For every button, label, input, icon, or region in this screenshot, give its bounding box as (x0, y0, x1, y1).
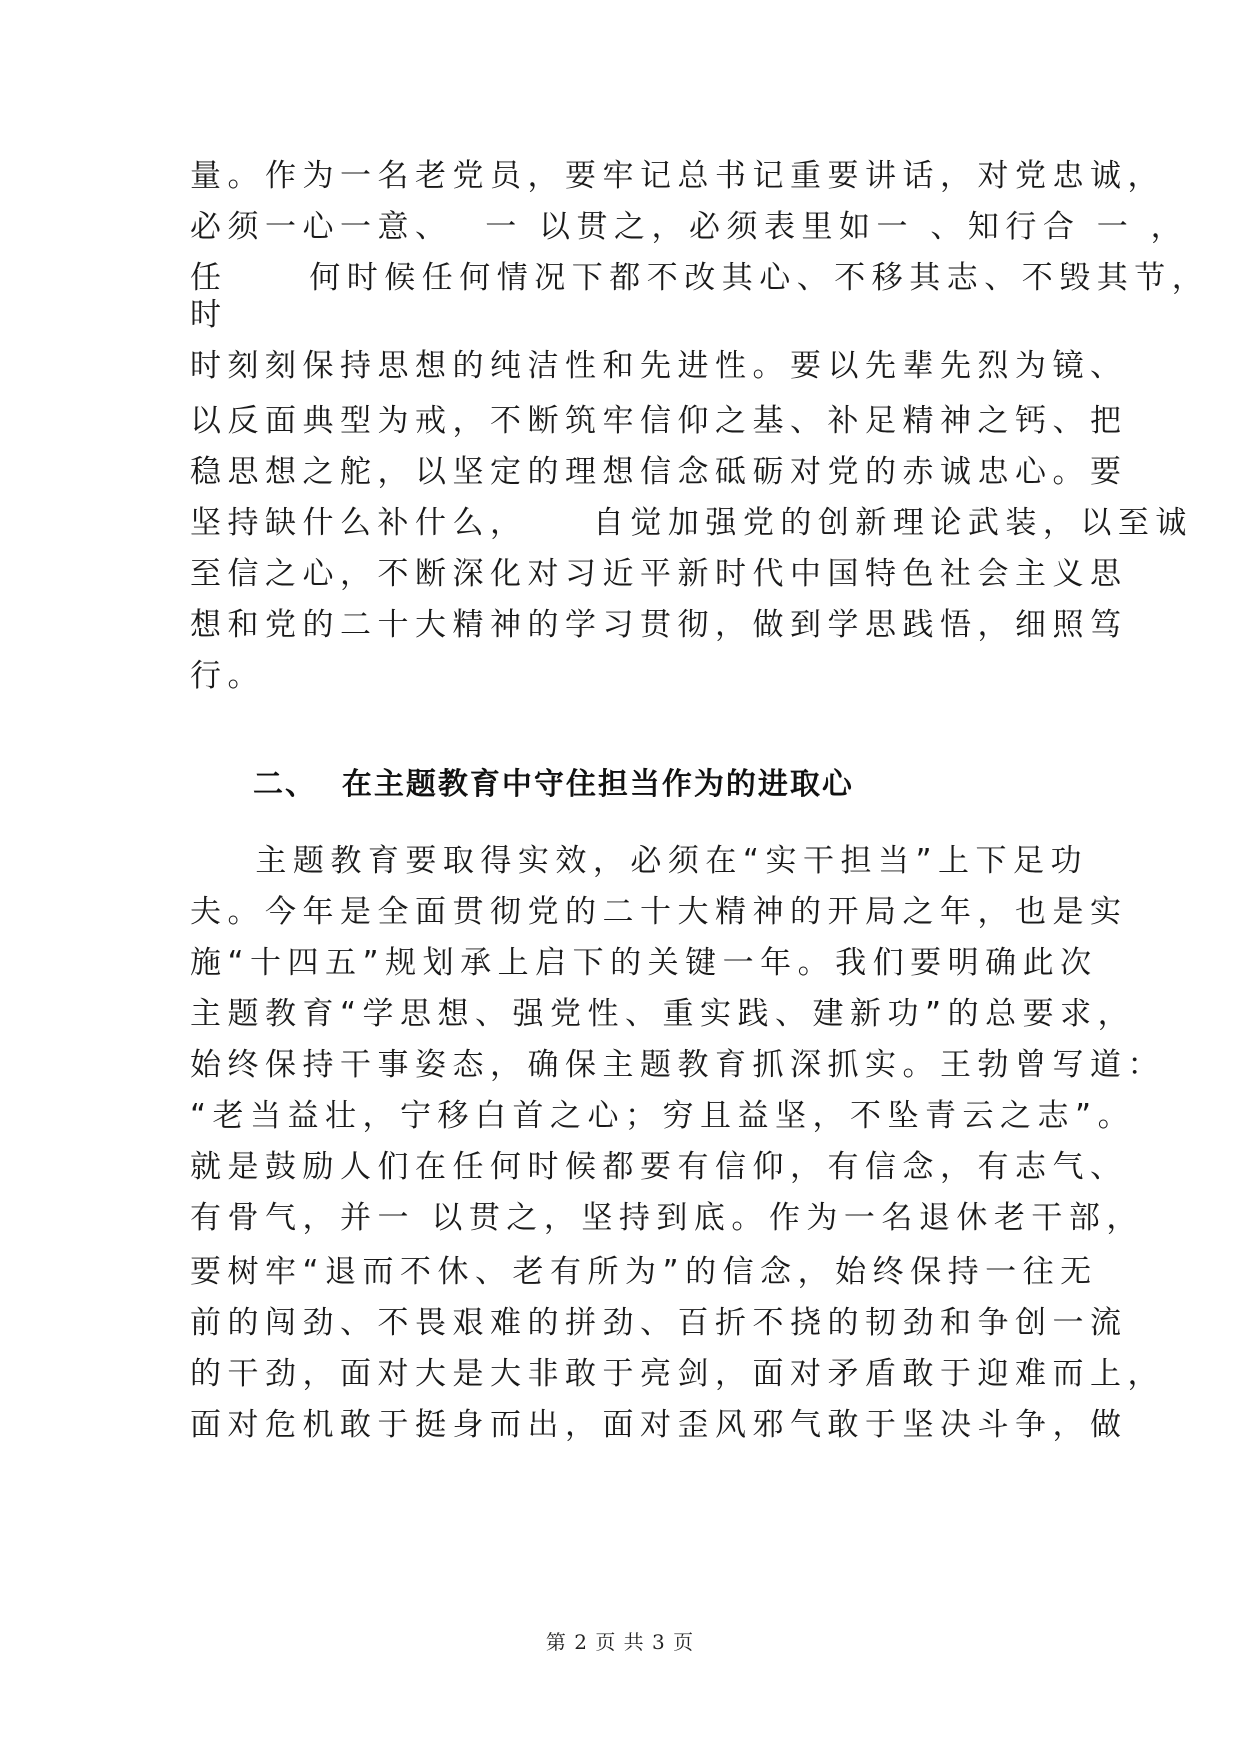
paragraph-one-line-2: 必须一心一意、 一 以贯之，必须表里如一 、知行合 一 ， (190, 209, 1189, 245)
paragraph-one-line-1: 量。作为一名老党员，要牢记总书记重要讲话，对党忠诚， (190, 158, 1165, 194)
paragraph-one-line-9: 至信之心，不断深化对习近平新时代中国特色社会主义思 (190, 556, 1128, 592)
section-two-line-7: 就是鼓励人们在任何时候都要有信仰，有信念，有志气、 (190, 1149, 1128, 1185)
section-two-line-8: 有骨气，并一 以贯之，坚持到底。作为一名退休老干部， (190, 1200, 1144, 1236)
section-two-line-10: 前的闯劲、不畏艰难的拼劲、百折不挠的韧劲和争创一流 (190, 1305, 1128, 1341)
section-two-line-9: 要树牢“退而不休、老有所为”的信念，始终保持一往无 (190, 1254, 1098, 1290)
section-two-heading: 二、 在主题教育中守住担当作为的进取心 (253, 767, 854, 802)
paragraph-one-line-10: 想和党的二十大精神的学习贯彻，做到学思践悟，细照笃 (190, 607, 1128, 643)
section-two-line-3: 施“十四五”规划承上启下的关键一年。我们要明确此次 (190, 945, 1098, 981)
paragraph-one-line-5: 时刻刻保持思想的纯洁性和先进性。要以先辈先烈为镜、 (190, 348, 1128, 384)
page-number-footer: 第 2 页 共 3 页 (545, 1630, 695, 1654)
paragraph-one-line-3: 任 何时候任何情况下都不改其心、不移其志、不毁其节， (190, 260, 1210, 296)
section-two-line-2: 夫。今年是全面贯彻党的二十大精神的开局之年，也是实 (190, 894, 1128, 930)
section-two-line-1: 主题教育要取得实效，必须在“实干担当”上下足功 (190, 843, 1089, 879)
paragraph-one-line-8: 坚持缺什么补什么， 自觉加强党的创新理论武装，以至诚 (190, 505, 1193, 541)
section-two-line-6: “老当益壮，宁移白首之心；穷且益坚，不坠青云之志”。 (190, 1098, 1136, 1134)
paragraph-one-line-7: 稳思想之舵，以坚定的理想信念砥砺对党的赤诚忠心。要 (190, 454, 1128, 490)
section-two-line-12: 面对危机敢于挺身而出，面对歪风邪气敢于坚决斗争，做 (190, 1407, 1128, 1443)
paragraph-one-line-6: 以反面典型为戒，不断筑牢信仰之基、补足精神之钙、把 (190, 403, 1128, 439)
paragraph-one-line-11: 行。 (190, 658, 265, 694)
section-two-line-5: 始终保持干事姿态，确保主题教育抓深抓实。王勃曾写道： (190, 1047, 1165, 1083)
section-two-line-11: 的干劲，面对大是大非敢于亮剑，面对矛盾敢于迎难而上， (190, 1356, 1165, 1392)
paragraph-one-line-4: 时 (190, 297, 228, 333)
section-two-line-4: 主题教育“学思想、强党性、重实践、建新功”的总要求， (190, 996, 1136, 1032)
